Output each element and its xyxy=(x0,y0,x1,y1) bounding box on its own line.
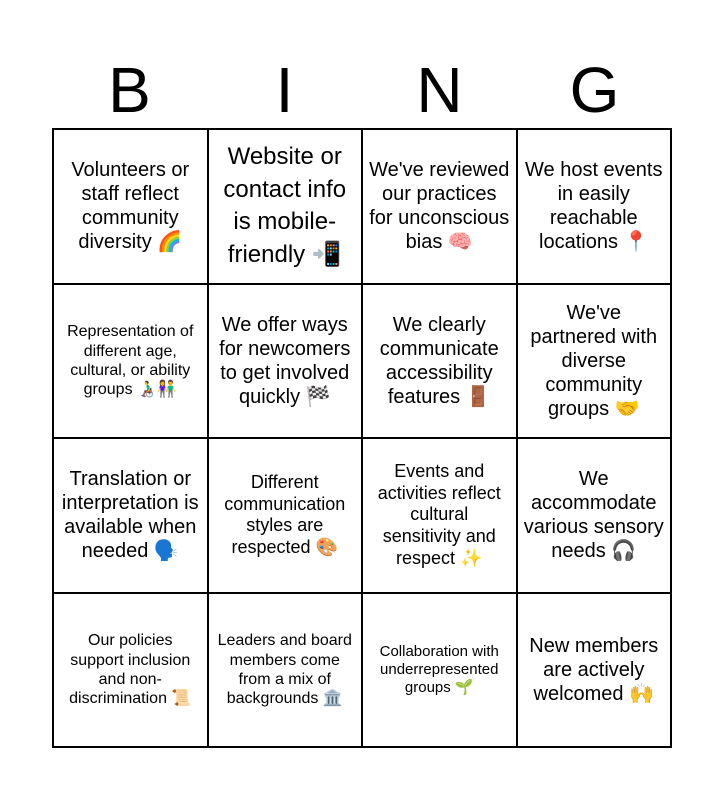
bingo-cell[interactable]: Collaboration with underrepresented groups 🌱 xyxy=(362,593,517,748)
bingo-cell[interactable]: Events and activities reflect cultural sensitivity and respect ✨ xyxy=(362,438,517,593)
header-letter-i: I xyxy=(275,54,294,126)
header-letter-g: G xyxy=(569,54,620,126)
header-letter-b: B xyxy=(108,54,151,126)
bingo-cell[interactable]: We've reviewed our practices for unconscious bias 🧠 xyxy=(362,129,517,284)
bingo-cell[interactable]: Translation or interpretation is available when needed 🗣️ xyxy=(53,438,208,593)
bingo-cell[interactable]: Representation of different age, cultural, or ability groups 👨‍🦽👫 xyxy=(53,284,208,439)
bingo-cell[interactable]: Website or contact info is mobile-friendly 📲 xyxy=(208,129,363,284)
bingo-cell[interactable]: Leaders and board members come from a mix of backgrounds 🏛️ xyxy=(208,593,363,748)
bingo-cell[interactable]: Our policies support inclusion and non-discrimination 📜 xyxy=(53,593,208,748)
bingo-header xyxy=(52,52,672,128)
bingo-grid xyxy=(52,128,672,748)
bingo-cell[interactable]: We've partnered with diverse community groups 🤝 xyxy=(517,284,672,439)
bingo-cell[interactable]: New members are actively welcomed 🙌 xyxy=(517,593,672,748)
bingo-cell[interactable]: Volunteers or staff reflect community diversity 🌈 xyxy=(53,129,208,284)
bingo-cell[interactable]: Different communication styles are respected 🎨 xyxy=(208,438,363,593)
bingo-cell[interactable]: We host events in easily reachable locations 📍 xyxy=(517,129,672,284)
bingo-cell[interactable]: We offer ways for newcomers to get involved quickly 🏁 xyxy=(208,284,363,439)
header-letter-n: N xyxy=(416,54,463,126)
bingo-cell[interactable]: We clearly communicate accessibility features 🚪 xyxy=(362,284,517,439)
bingo-cell[interactable]: We accommodate various sensory needs 🎧 xyxy=(517,438,672,593)
